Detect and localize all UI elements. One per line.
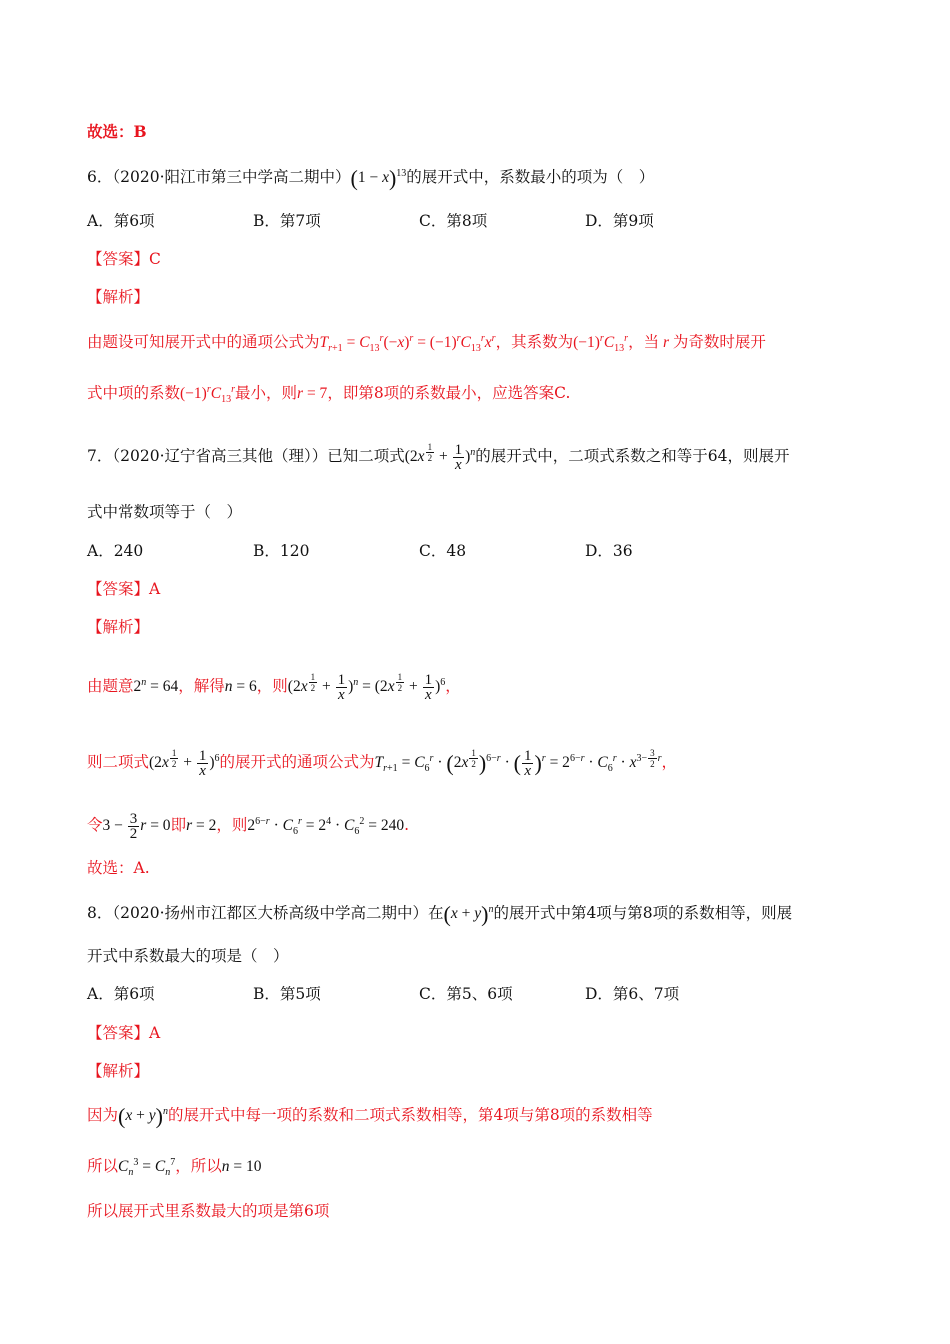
q6-analysis-line2 xyxy=(87,381,880,406)
q8-n-value: n = 10 xyxy=(221,1158,262,1175)
q6-analysis-label: 【解析】 xyxy=(87,288,150,306)
q6-analysis-text: 式中项的系数 xyxy=(87,384,181,402)
q8-answer: 【答案】A xyxy=(87,1024,161,1042)
q6-analysis-text: ，其系数为 xyxy=(495,333,574,351)
q8-number: 8． xyxy=(87,904,113,922)
q7-option-a: A．240 xyxy=(87,542,144,560)
q8-expression: $(x + y)^n$ xyxy=(118,1103,168,1129)
q6-stem xyxy=(87,165,880,190)
q7-analysis-line2: 则二项式(2x $^{\frac{1}{2}}$ + $\frac{1}{x}$ )$^6$的展开式的通项公式为$T_{r+1} = C_6^r \cdot (2x$ $^{\frac{1}{2}}$ )$^{6-r}$ · ( $\frac{1}{x}$ )$^r = 2^{6-r} \cdot C_6^r \cdot x^{3- \frac{3}{2} r}$， xyxy=(87,747,678,779)
q5-conclusion: 故选：B xyxy=(87,122,147,141)
q7-general-term-formula: $T_{r+1} = C_6^r \cdot (2x$ $^{\frac{1}{2}}$ )$^{6-r}$ · ( $\frac{1}{x}$ )$^r = 2^{6-r} \cdot C_6^r \cdot x^{3- \frac{3}{2} r}$ xyxy=(374,747,662,779)
q8-option-b: B．第5项 xyxy=(253,985,321,1003)
q7-analysis-text: 由题意 xyxy=(87,676,134,695)
q7-analysis-text: 则二项式 xyxy=(87,752,150,771)
q7-r-value: r = 2 xyxy=(186,817,217,835)
q7-analysis-text: ，则 xyxy=(216,816,248,835)
q6-analysis-text: ，当 xyxy=(628,333,660,351)
q7-analysis-text: 令 xyxy=(87,816,103,835)
q8-analysis-label: 【解析】 xyxy=(87,1062,150,1080)
q8-analysis-text: 所以 xyxy=(87,1157,119,1175)
q6-expression: $(1 - x)^{13}$ xyxy=(350,165,407,191)
q8-analysis-line2 xyxy=(87,1154,880,1179)
q6-option-b: B．第7项 xyxy=(253,212,321,230)
q7-analysis-label: 【解析】 xyxy=(87,618,150,636)
q8-analysis-text: 的展开式中每一项的系数和二项式系数相等，第4项与第8项的系数相等 xyxy=(167,1106,653,1124)
q7-number: 7． xyxy=(87,446,113,465)
q6-analysis-text: 最小，则 xyxy=(235,384,298,402)
q6-variable-r: r xyxy=(659,334,673,351)
q7-binomial-expression: (2x $^{\frac{1}{2}}$ + $\frac{1}{x}$ )$^n$ xyxy=(404,441,476,473)
q6-analysis-text: 由题设可知展开式中的通项公式为 xyxy=(87,333,320,351)
q7-answer: 【答案】A xyxy=(87,580,161,598)
q7-option-d: D．36 xyxy=(585,542,633,560)
q7-analysis-text: ，则 xyxy=(256,676,288,695)
q8-combination-equation: $C_n^3 = C_n^7$ xyxy=(118,1156,176,1179)
q8-stem xyxy=(87,901,880,926)
q6-r-value: r = 7 xyxy=(297,385,328,402)
q8-options xyxy=(87,982,880,1006)
q8-stem-text: 的展开式中第4项与第8项的系数相等，则展 xyxy=(493,904,793,922)
q7-constant-term: $2^{6-r} \cdot C_6^r = 2^4 \cdot C_6^2 = 240$ xyxy=(247,815,405,838)
q6-coefficient-formula: $(-1)^rC_{13}^r$ xyxy=(180,383,235,406)
q6-options xyxy=(87,209,880,233)
q6-coefficient-formula: $(-1)^rC_{13}^r$ xyxy=(573,332,629,355)
q8-source: （2020·扬州市江都区大桥高级中学高二期中）在 xyxy=(112,904,444,922)
q7-option-b: B．120 xyxy=(253,542,310,560)
q8-stem-line2: 开式中系数最大的项是（ ） xyxy=(87,947,289,965)
q7-source: （2020·辽宁省高三其他（理））已知二项式 xyxy=(112,446,405,465)
q7-stem-line2: 式中常数项等于（ ） xyxy=(87,503,243,521)
q7-option-c: C．48 xyxy=(419,542,467,560)
q7-stem xyxy=(87,442,880,472)
q6-number: 6． xyxy=(87,168,113,186)
q6-general-term-formula: $T_{r+1} = C_{13}^r(-x)^r = (-1)^rC_{13}^rx^r$ xyxy=(319,332,496,355)
q7-analysis-text: ，解得 xyxy=(178,676,225,695)
q8-analysis-text: ，所以 xyxy=(175,1157,222,1175)
q7-binomial-6: (2x $^{\frac{1}{2}}$ + $\frac{1}{x}$ )$^6$ xyxy=(149,747,220,779)
q7-options xyxy=(87,539,880,563)
q7-sum-equation: $2^n = 64$ xyxy=(133,676,179,695)
q8-option-c: C．第5、6项 xyxy=(419,985,513,1003)
q6-option-d: D．第9项 xyxy=(585,212,654,230)
q6-answer: 【答案】C xyxy=(87,250,161,268)
q6-analysis-text: 为奇数时展开 xyxy=(672,333,766,351)
q7-stem-text: 的展开式中，二项式系数之和等于64，则展开 xyxy=(475,446,790,465)
q8-option-d: D．第6、7项 xyxy=(585,985,680,1003)
q6-analysis-text: ，即第8项的系数最小，应选答案C. xyxy=(327,384,571,402)
q7-analysis-line3: 令3 − $\frac{3}{2}$ r = 0即r = 2，则$2^{6-r} \cdot C_6^r = 2^4 \cdot C_6^2 = 240$. xyxy=(87,811,410,842)
q8-analysis-line3: 所以展开式里系数最大的项是第6项 xyxy=(87,1202,330,1220)
q7-conclusion: 故选：A. xyxy=(87,859,150,877)
q7-n-value: n = 6 xyxy=(224,677,257,695)
q6-analysis-line1 xyxy=(87,330,880,355)
q7-substitution: (2x $^{\frac{1}{2}}$ + $\frac{1}{x}$ )$^n$ = (2x $^{\frac{1}{2}}$ + $\frac{1}{x}$ )$^6$ xyxy=(287,671,446,703)
q8-analysis-text: 因为 xyxy=(87,1106,119,1124)
q6-option-a: A．第6项 xyxy=(87,212,155,230)
q8-analysis-line1 xyxy=(87,1103,880,1128)
q7-analysis-text: 即 xyxy=(170,816,187,835)
q8-option-a: A．第6项 xyxy=(87,985,155,1003)
q6-source: （2020·阳江市第三中学高二期中） xyxy=(112,168,351,186)
q7-exponent-equation: 3 − $\frac{3}{2}$ r = 0 xyxy=(102,811,171,842)
q7-analysis-line1: 由题意$2^n = 64$，解得n = 6，则(2x $^{\frac{1}{2}}$ + $\frac{1}{x}$ )$^n$ = (2x $^{\frac{1}{2}}$ + $\frac{1}{x}$ )$^6$， xyxy=(87,671,461,703)
q6-stem-text: 的展开式中，系数最小的项为（ ） xyxy=(406,168,655,186)
q6-option-c: C．第8项 xyxy=(419,212,488,230)
q7-analysis-text: 的展开式的通项公式为 xyxy=(219,752,375,771)
q8-expression: $(x + y)^n$ xyxy=(443,901,494,927)
